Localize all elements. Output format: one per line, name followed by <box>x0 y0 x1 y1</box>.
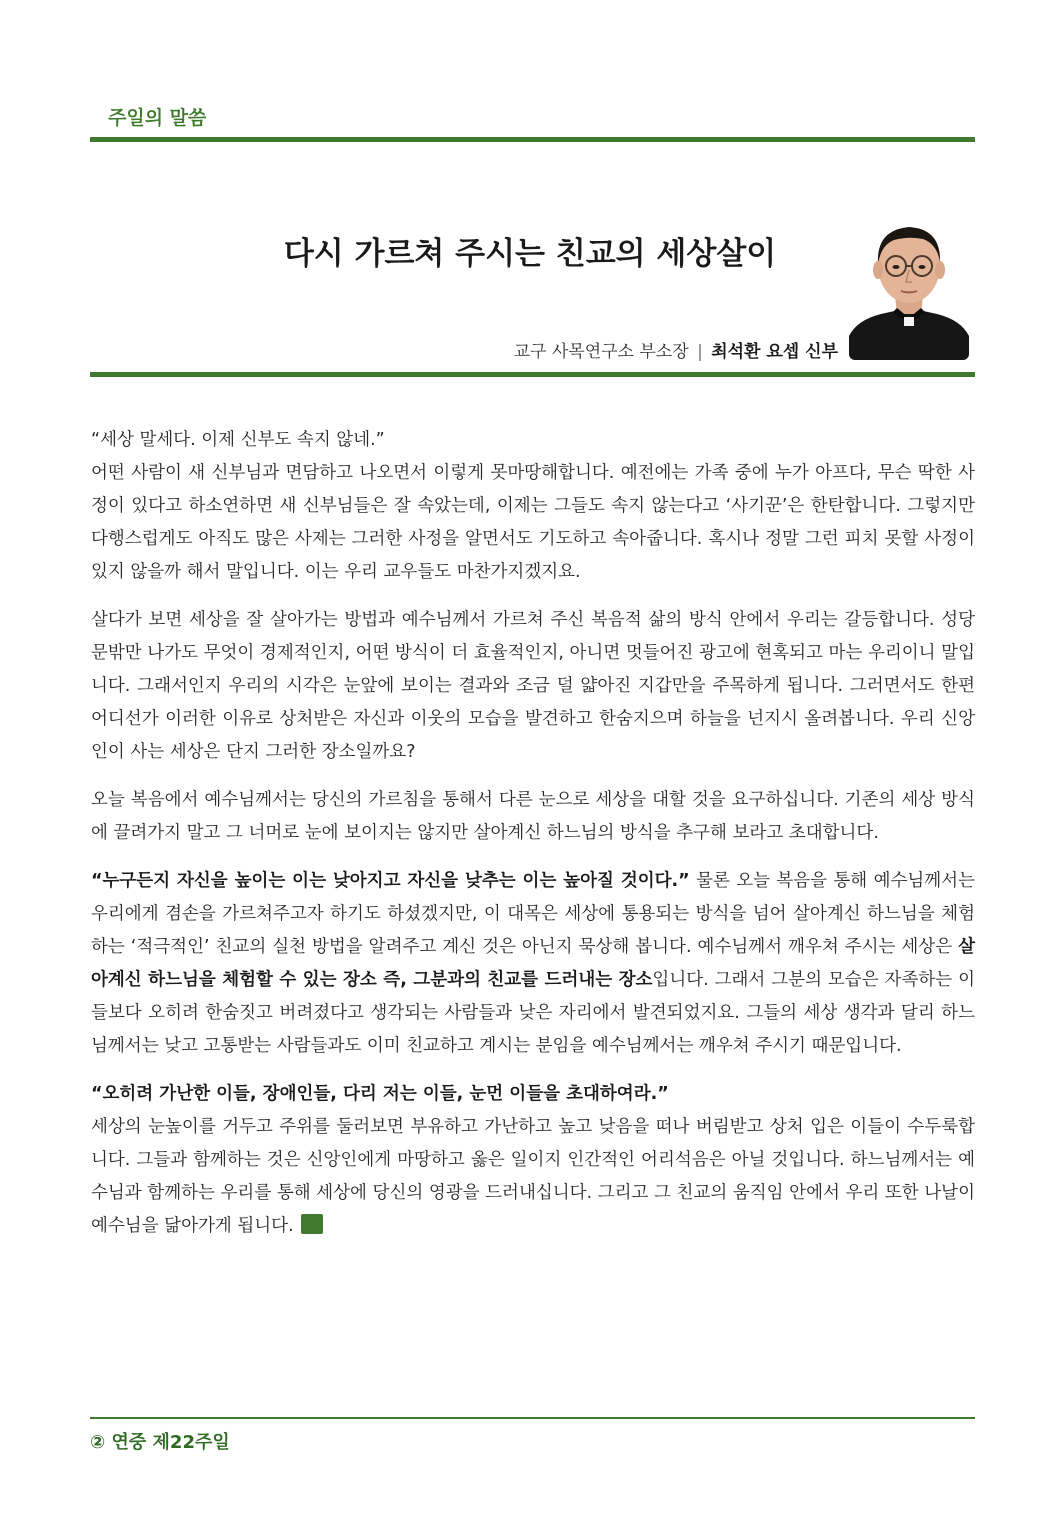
paragraph-2 <box>91 604 975 769</box>
page-footer: ② 연중 제22주일 <box>90 1432 230 1453</box>
paragraph-5 <box>91 1078 975 1243</box>
gospel-quote: “오히려 가난한 이들, 장애인들, 다리 저는 이들, 눈먼 이들을 초대하여라.” <box>91 1084 669 1104</box>
article-body <box>91 424 975 1258</box>
opening-quote: “세상 말세다. 이제 신부도 속지 않네.” <box>91 430 385 450</box>
article-title: 다시 가르쳐 주시는 친교의 세상살이 <box>283 236 777 272</box>
end-mark-icon <box>301 1214 323 1234</box>
paragraph-text: 물론 오늘 복음을 통해 예수님께서는 우리에게 겸손을 가르쳐주고자 하기도 하셨겠지만, 이 대목은 세상에 통용되는 방식을 넘어 살아계신 하느님을 체험하는 ‘적극적인’ 친교의 실천 방법을 알려주고 계신 것은 아닌지 묵상해 봅니다. 예수님께서 깨우쳐 주시는 세상은 <box>91 871 975 957</box>
section-label: 주일의 말씀 <box>108 107 207 129</box>
author-portrait <box>849 214 969 360</box>
emphasis-text: 살아계신 하느님을 체험할 수 있는 장소 즉, 그분과의 친교를 드러내는 장소 <box>91 937 975 990</box>
byline-separator: | <box>697 342 703 362</box>
footer-divider <box>90 1417 975 1419</box>
author-name: 최석환 요셉 신부 <box>711 342 838 362</box>
gospel-quote: “누구든지 자신을 높이는 이는 낮아지고 자신을 낮추는 이는 높아질 것이다.” <box>91 871 690 891</box>
priest-portrait-icon <box>849 214 969 360</box>
paragraph-text: 오늘 복음에서 예수님께서는 당신의 가르침을 통해서 다른 눈으로 세상을 대할 것을 요구하십니다. 기존의 세상 방식에 끌려가지 말고 그 너머로 눈에 보이지는 않지만 살아계신 하느님의 방식을 추구해 보라고 초대합니다. <box>91 790 975 843</box>
paragraph-3 <box>91 784 975 850</box>
paragraph-text: 세상의 눈높이를 거두고 주위를 둘러보면 부유하고 가난하고 높고 낮음을 떠나 버림받고 상처 입은 이들이 수두룩합니다. 그들과 함께하는 것은 신앙인에게 마땅하고 옳은 일이지 인간적인 어리석음은 아닐 것입니다. 하느님께서는 예수님과 함께하는 우리를 통해 세상에 당신의 영광을 드러내십니다. 그리고 그 친교의 움직임 안에서 우리 또한 나날이 예수님을 닮아가게 됩니다. <box>91 1117 975 1236</box>
paragraph-text: 살다가 보면 세상을 잘 살아가는 방법과 예수님께서 가르쳐 주신 복음적 삶의 방식 안에서 우리는 갈등합니다. 성당 문밖만 나가도 무엇이 경제적인지, 어떤 방식이 더 효율적인지, 아니면 멋들어진 광고에 현혹되고 마는 우리이니 말입니다. 그래서인지 우리의 시각은 눈앞에 보이는 결과와 조금 덜 얇아진 지갑만을 주목하게 됩니다. 그러면서도 한편 어디선가 이러한 이유로 상처받은 자신과 이웃의 모습을 발견하고 한숨지으며 하늘을 넌지시 올려봅니다. 우리 신앙인이 사는 세상은 단지 그러한 장소일까요? <box>91 610 975 762</box>
paragraph-text: 어떤 사람이 새 신부님과 면담하고 나오면서 이렇게 못마땅해합니다. 예전에는 가족 중에 누가 아프다, 무슨 딱한 사정이 있다고 하소연하면 새 신부님들은 잘 속았는데, 이제는 그들도 속지 않는다고 ‘사기꾼’은 한탄합니다. 그렇지만 다행스럽게도 아직도 많은 사제는 그러한 사정을 알면서도 기도하고 속아줍니다. 혹시나 정말 그런 피치 못할 사정이 있지 않을까 해서 말입니다. 이는 우리 교우들도 마찬가지겠지요. <box>91 463 975 582</box>
byline <box>514 337 838 362</box>
paragraph-1 <box>91 424 975 589</box>
top-divider <box>90 137 975 142</box>
paragraph-4 <box>91 865 975 1063</box>
author-affiliation: 교구 사목연구소 부소장 <box>513 342 689 362</box>
header-divider <box>90 372 975 377</box>
paragraph-text: 입니다. 그래서 그분의 모습은 자족하는 이들보다 오히려 한숨짓고 버려졌다고 생각되는 사람들과 낮은 자리에서 발견되었지요. 그들의 세상 생각과 달리 하느님께서는 낮고 고통받는 사람들과도 이미 친교하고 계시는 분임을 예수님께서는 깨우쳐 주시기 때문입니다. <box>91 970 975 1056</box>
